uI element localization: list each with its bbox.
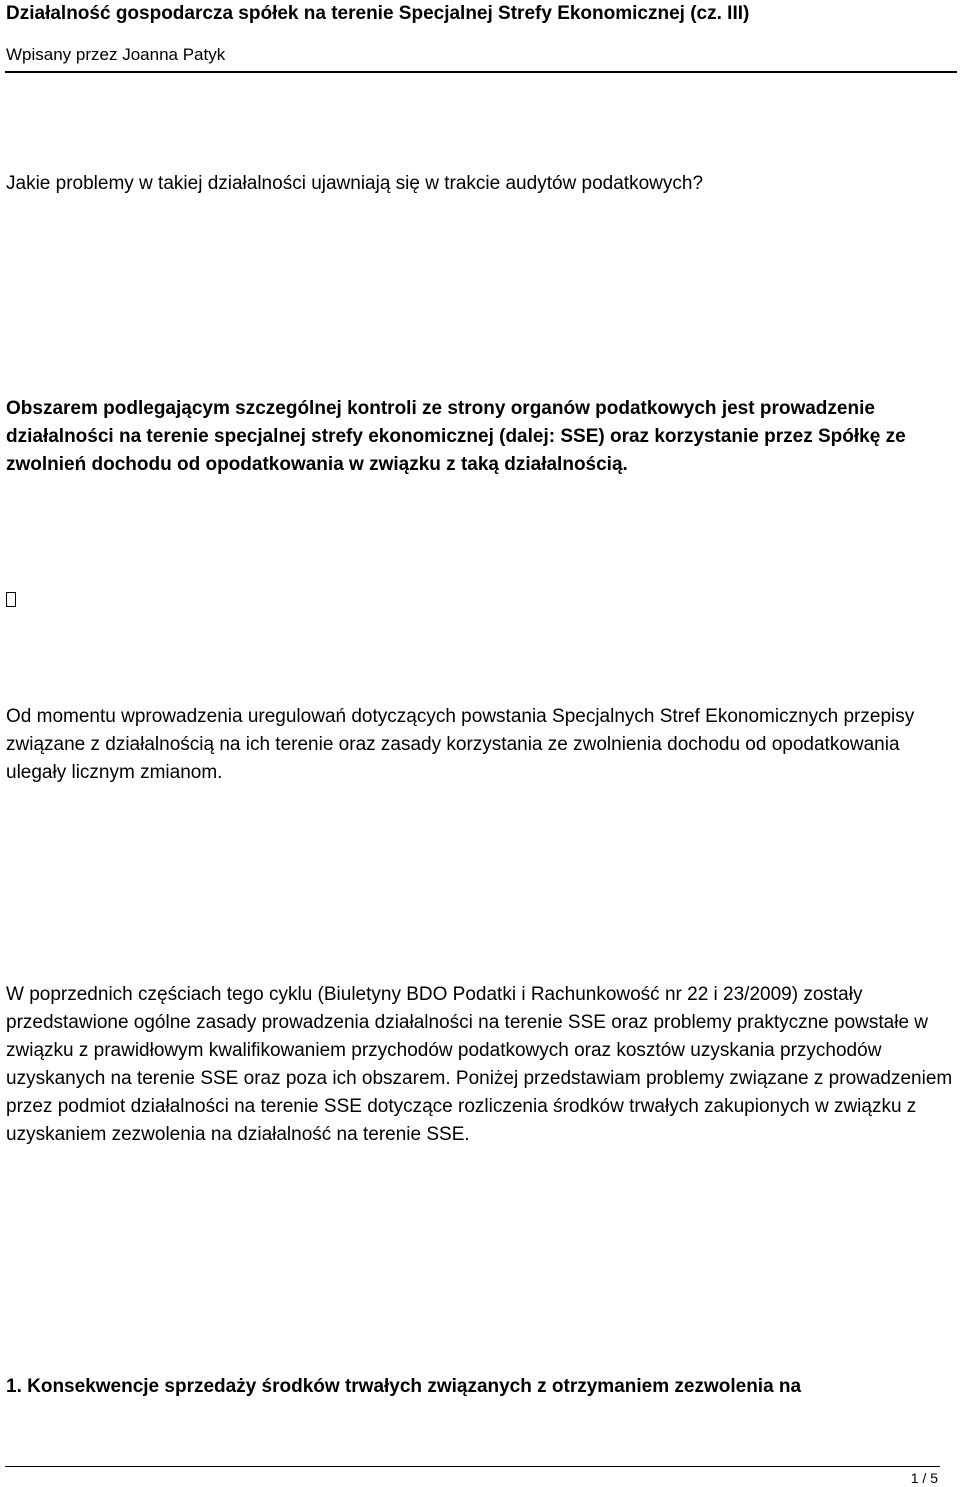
footer-divider <box>5 1466 940 1467</box>
body-paragraph-2: W poprzednich częściach tego cyklu (Biuletyny BDO Podatki i Rachunkowość nr 22 i 23/2009) zostały przedstawione ogólne zasady prowadzenia działalności na terenie SSE oraz problemy praktyczne powstałe w związku z prawidłowym kwalifikowaniem przychodów podatkowych oraz kosztów uzyskania przychodów uzyskanych na terenie SSE oraz poza ich obszarem. Poniżej przedstawiam problemy związane z prowadzeniem przez podmiot działalności na terenie SSE dotyczące rozliczenia środków trwałych zakupionych w związku z uzyskaniem zezwolenia na działalność na terenie SSE. <box>6 984 953 1145</box>
body-paragraph-1: Od momentu wprowadzenia uregulowań dotyczących powstania Specjalnych Stref Ekonomicznych przepisy związane z działalnością na ich terenie oraz zasady korzystania ze zwolnienia dochodu od opodatkowania ulegały licznym zmianom. <box>6 706 915 783</box>
question-paragraph: Jakie problemy w takiej działalności ujawniają się w trakcie audytów podatkowych? <box>6 173 704 194</box>
section-heading: 1. Konsekwencje sprzedaży środków trwałych związanych z otrzymaniem zezwolenia na <box>6 1376 802 1397</box>
missing-glyph-icon <box>6 592 16 607</box>
page-number: 1 / 5 <box>910 1470 938 1486</box>
header-divider <box>5 71 957 73</box>
document-title: Działalność gospodarcza spółek na terenie Specjalnej Strefy Ekonomicznej (cz. III) <box>6 3 750 24</box>
lead-paragraph: Obszarem podlegającym szczególnej kontroli ze strony organów podatkowych jest prowadzenie działalności na terenie specjalnej strefy ekonomicznej (dalej: SSE) oraz korzystanie przez Spółkę ze zwolnień dochodu od opodatkowania w związku z taką działalnością. <box>6 398 906 475</box>
document-author: Wpisany przez Joanna Patyk <box>6 45 226 64</box>
